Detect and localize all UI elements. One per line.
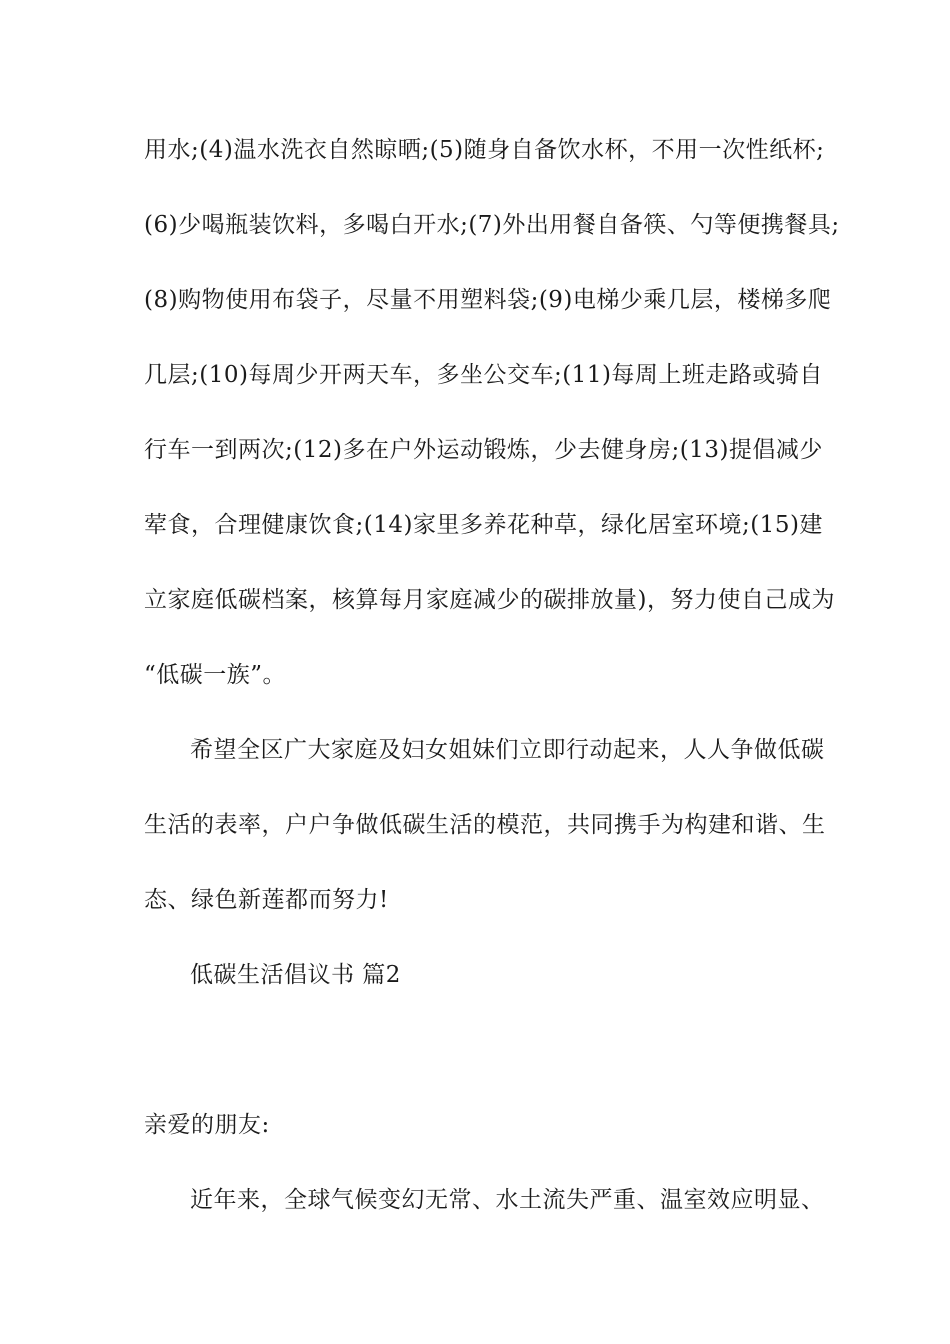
text-line: 态、绿色新莲都而努力! [144,887,389,913]
text-line: 立家庭低碳档案，核算每月家庭减少的碳排放量)，努力使自己成为 [144,587,835,613]
paragraph-start-line: 希望全区广大家庭及妇女姐妹们立即行动起来，人人争做低碳 [190,737,825,763]
text-line: 用水;(4)温水洗衣自然晾晒;(5)随身自备饮水杯，不用一次性纸杯; [144,137,825,163]
text-line: 生活的表率，户户争做低碳生活的模范，共同携手为构建和谐、生 [144,812,826,838]
text-line: (6)少喝瓶装饮料，多喝白开水;(7)外出用餐自备筷、勺等便携餐具; [144,212,840,238]
text-line: (8)购物使用布袋子，尽量不用塑料袋;(9)电梯少乘几层，楼梯多爬 [144,287,832,313]
text-line: “低碳一族”。 [144,662,287,688]
salutation: 亲爱的朋友: [144,1112,270,1138]
paragraph-start-line: 近年来，全球气候变幻无常、水土流失严重、温室效应明显、 [190,1187,825,1213]
text-line: 荤食，合理健康饮食;(14)家里多养花种草，绿化居室环境;(15)建 [144,512,823,538]
text-line: 行车一到两次;(12)多在户外运动锻炼，少去健身房;(13)提倡减少 [144,437,823,463]
section-heading: 低碳生活倡议书 篇2 [190,962,401,988]
text-line: 几层;(10)每周少开两天车，多坐公交车;(11)每周上班走路或骑自 [144,362,823,388]
